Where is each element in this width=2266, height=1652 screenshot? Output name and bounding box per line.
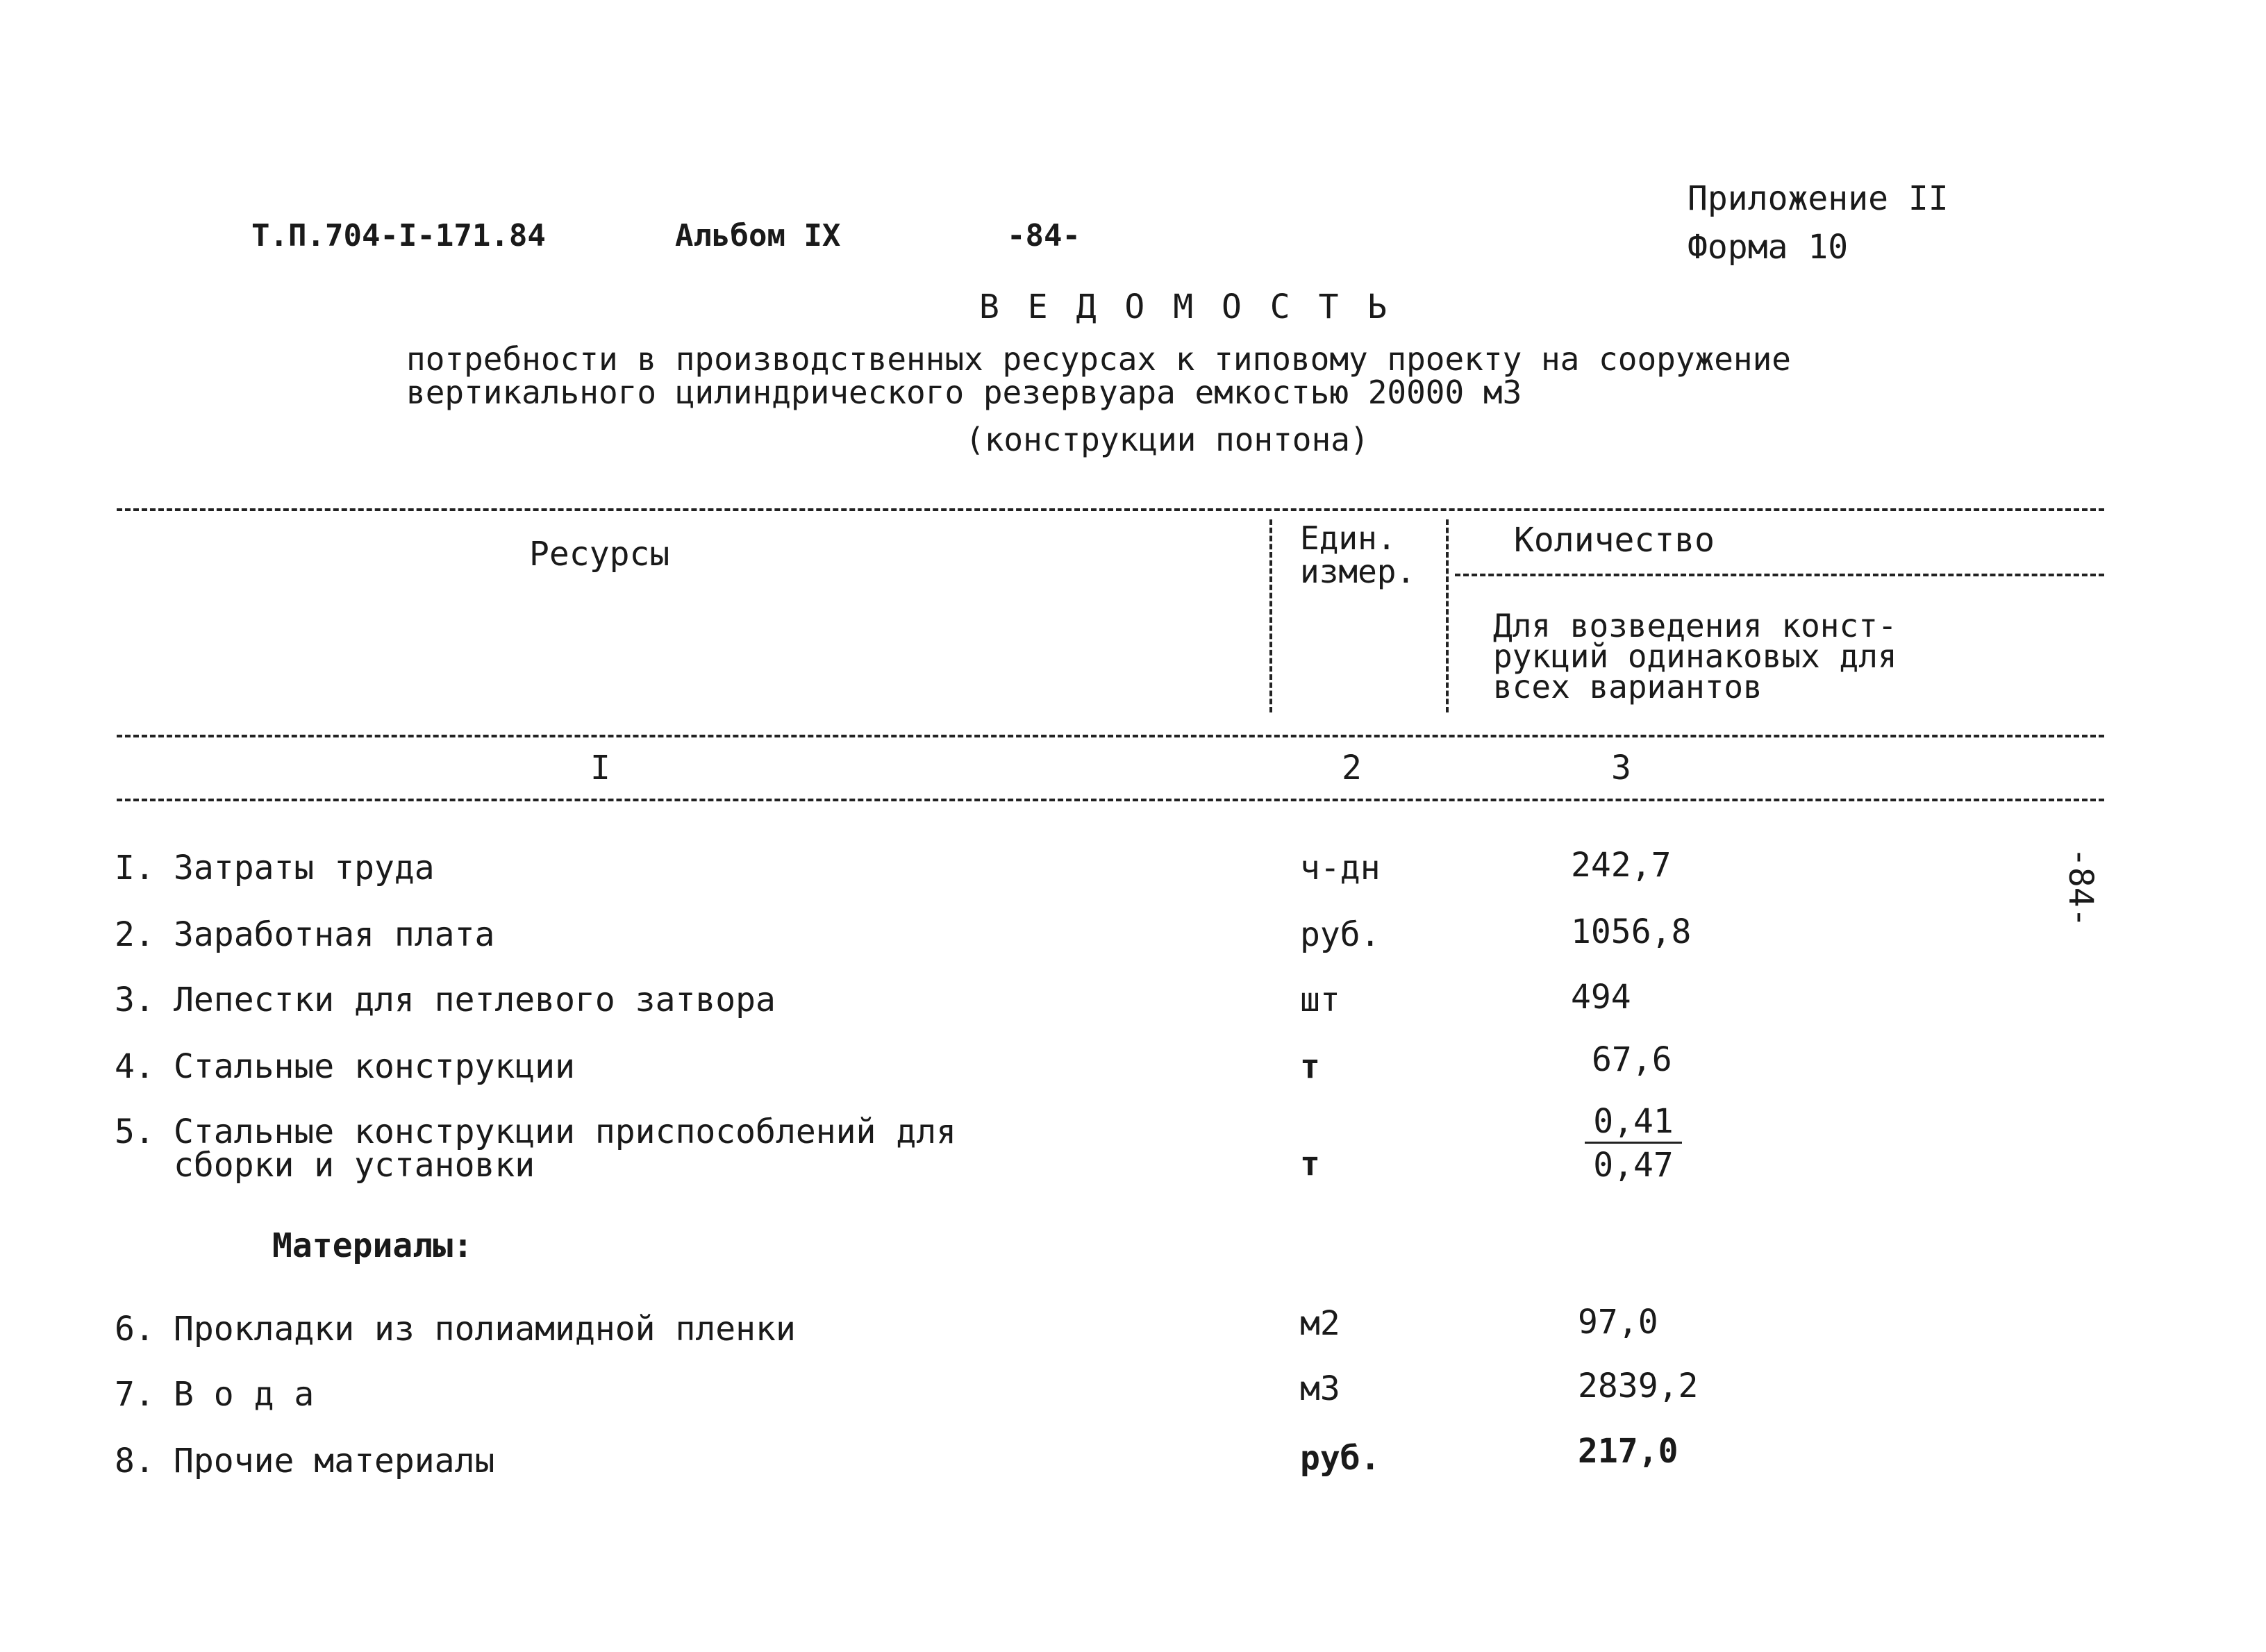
- row-7-unit: м3: [1300, 1369, 1340, 1408]
- header-bottom-rule: [117, 735, 2104, 737]
- row-6-number: 6.: [115, 1310, 155, 1349]
- appendix-label: Приложение II: [1688, 179, 1949, 218]
- row-1-name: Затраты труда: [174, 849, 435, 887]
- row-1-value: 242,7: [1571, 846, 1672, 885]
- header-resources: Ресурсы: [529, 535, 670, 574]
- row-2-number: 2.: [115, 915, 155, 954]
- row-5-name-line-2: сборки и установки: [174, 1146, 535, 1185]
- margin-page-number: -84-: [2061, 847, 2100, 928]
- col-divider-1: [1269, 519, 1272, 712]
- row-3-value: 494: [1571, 978, 1631, 1017]
- album-label: Альбом IX: [675, 218, 841, 253]
- row-2-unit: руб.: [1300, 915, 1381, 954]
- row-8-unit: руб.: [1300, 1439, 1381, 1478]
- row-1-unit: ч-дн: [1300, 849, 1381, 887]
- page-number: -84-: [1007, 218, 1081, 253]
- row-2-value: 1056,8: [1571, 912, 1692, 951]
- title-line-1: потребности в производственных ресурсах к типовому проекту на сооружение: [406, 340, 1791, 378]
- row-2-name: Заработная плата: [174, 915, 495, 954]
- header-sub-line-1: Для возведения конст-: [1493, 607, 1897, 644]
- row-3-unit: шт: [1300, 981, 1340, 1019]
- row-5-number: 5.: [115, 1112, 155, 1151]
- header-sub-line-3: всех вариантов: [1493, 668, 1763, 706]
- row-8-name: Прочие материалы: [174, 1442, 495, 1480]
- col-numbers-rule: [117, 799, 2104, 801]
- row-5-name-line-1: Стальные конструкции приспособлений для: [174, 1112, 957, 1151]
- row-3-name: Лепестки для петлевого затвора: [174, 981, 776, 1019]
- header-sub-line-2: рукций одинаковых для: [1493, 637, 1897, 675]
- col-divider-2: [1446, 519, 1449, 712]
- row-7-value: 2839,2: [1578, 1367, 1699, 1405]
- row-1-number: I.: [115, 849, 155, 887]
- section-materials: Материалы:: [272, 1226, 473, 1265]
- row-5-value-fraction: [1585, 1104, 1682, 1183]
- row-7-name: В о д а: [174, 1375, 315, 1414]
- form-label: Форма 10: [1688, 228, 1849, 267]
- row-7-number: 7.: [115, 1375, 155, 1414]
- document-title: В Е Д О М О С Т Ь: [979, 287, 1392, 326]
- col-number-2: 2: [1342, 749, 1362, 787]
- row-8-number: 8.: [115, 1442, 155, 1480]
- header-unit-line-2: измер.: [1300, 553, 1416, 590]
- col-number-3: 3: [1611, 749, 1631, 787]
- quantity-sub-rule: [1455, 574, 2104, 576]
- row-5-value-denominator: 0,47: [1593, 1146, 1674, 1185]
- row-4-name: Стальные конструкции: [174, 1047, 575, 1086]
- row-6-unit: м2: [1300, 1304, 1340, 1343]
- header-quantity: Количество: [1514, 521, 1715, 560]
- table-top-rule: [117, 508, 2104, 511]
- row-8-value: 217,0: [1578, 1432, 1678, 1471]
- row-6-value: 97,0: [1578, 1303, 1658, 1342]
- row-4-unit: т: [1300, 1047, 1320, 1086]
- row-5-unit: т: [1300, 1144, 1320, 1183]
- title-line-3: (конструкции понтона): [965, 421, 1369, 458]
- header-unit-line-1: Един.: [1300, 519, 1397, 557]
- row-6-name: Прокладки из полиамидной пленки: [174, 1310, 796, 1349]
- row-4-number: 4.: [115, 1047, 155, 1086]
- row-4-value: 67,6: [1592, 1040, 1672, 1079]
- row-5-value-numerator: 0,41: [1585, 1104, 1682, 1144]
- row-3-number: 3.: [115, 981, 155, 1019]
- doc-code: Т.П.704-I-171.84: [251, 218, 546, 253]
- title-line-2: вертикального цилиндрического резервуара емкостью 20000 м3: [406, 374, 1522, 411]
- col-number-1: I: [590, 749, 610, 787]
